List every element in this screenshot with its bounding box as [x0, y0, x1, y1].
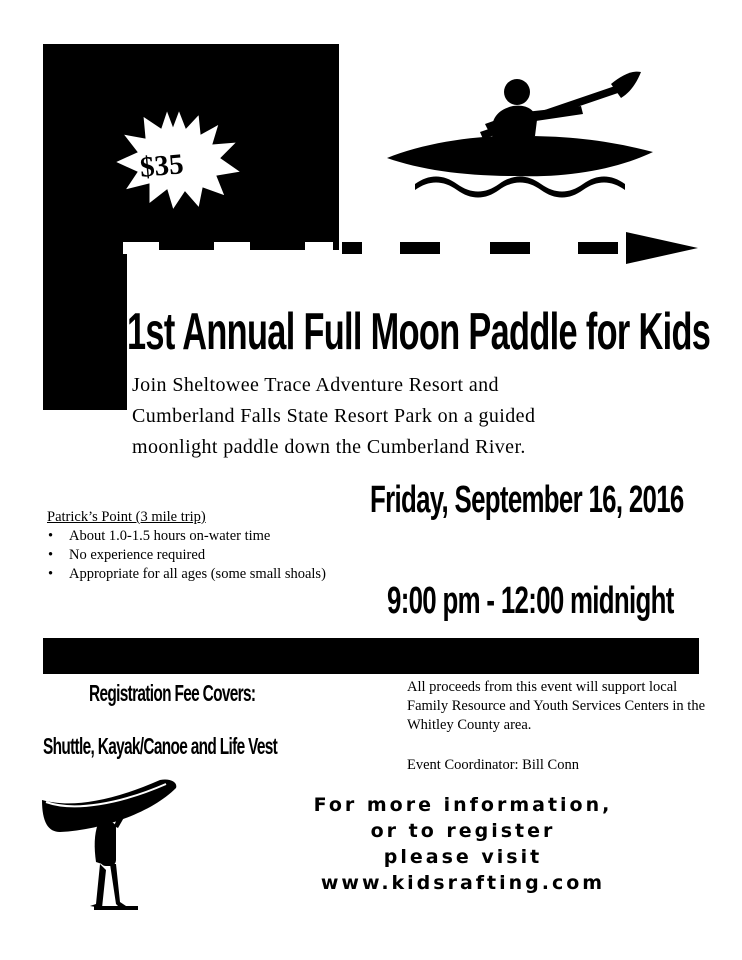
black-side-block [43, 250, 127, 410]
more-info-line-2: or to register [370, 820, 556, 842]
event-date: Friday, September 16, 2016 [370, 479, 684, 521]
more-info-line-1: For more information, [313, 794, 613, 816]
list-item: • Appropriate for all ages (some small shoals) [47, 565, 326, 584]
more-info-block [255, 792, 671, 896]
intro-line-3: moonlight paddle down the Cumberland River. [132, 436, 526, 458]
event-coordinator: Event Coordinator: Bill Conn [407, 757, 579, 773]
intro-line-1: Join Sheltowee Trace Adventure Resort and [132, 374, 499, 396]
intro-line-2: Cumberland Falls State Resort Park on a guided [132, 405, 536, 427]
fee-title: Registration Fee Covers: [89, 680, 256, 706]
more-info-line-3: please visit [383, 846, 543, 868]
trip-title: Patrick’s Point (3 mile trip) [47, 509, 206, 525]
event-title: 1st Annual Full Moon Paddle for Kids [127, 303, 711, 361]
black-divider-bar [43, 638, 699, 674]
trip-list [47, 527, 326, 584]
website-link[interactable]: www.kidsrafting.com [320, 872, 606, 894]
intro-paragraph [132, 370, 692, 463]
price-label: $35 [138, 148, 185, 184]
proceeds-text: All proceeds from this event will support local Family Resource and Youth Services Centers in the Whitley County area. [407, 679, 706, 733]
event-time: 9:00 pm - 12:00 midnight [387, 580, 674, 622]
list-item: • About 1.0-1.5 hours on-water time [47, 527, 326, 546]
list-item: • No experience required [47, 546, 326, 565]
kayaker-icon [385, 66, 665, 216]
dashed-arrow-icon [120, 230, 700, 270]
canoe-carrier-icon [40, 778, 180, 918]
trip-details [47, 508, 326, 584]
fee-items: Shuttle, Kayak/Canoe and Life Vest [43, 733, 278, 759]
